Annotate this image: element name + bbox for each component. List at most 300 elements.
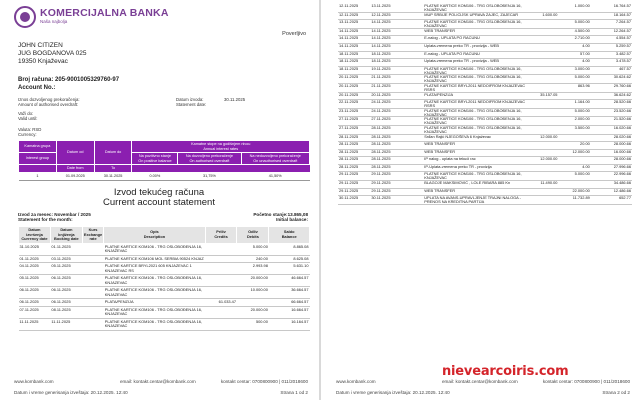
footer-phone: kontakt centar: 0700800900 | 011/2018600 bbox=[542, 379, 630, 384]
description-cell: WEB TRANSFER bbox=[423, 142, 526, 150]
table-row bbox=[19, 172, 310, 180]
interest-cell: 30.11.2025 bbox=[94, 172, 132, 180]
debit-cell: 3.000.00 bbox=[558, 66, 590, 75]
debit-cell: 2.710.00 bbox=[558, 36, 590, 44]
credit-cell bbox=[526, 149, 558, 157]
currency-date-cell: 05.11.2025 bbox=[19, 275, 51, 287]
confidential-label: Poverljivo bbox=[282, 31, 306, 37]
description-cell: E-nalog - UPLATA PO RACUNU bbox=[423, 36, 526, 44]
currency-date-cell: 31.10.2025 bbox=[19, 243, 51, 255]
currency-date-cell: 12.11.2025 bbox=[338, 12, 370, 20]
description-cell: IP-Uplata-vremena preko TR - provizija bbox=[423, 164, 526, 172]
statement-month: Izvod za mesec: Novembar / 2025 Statement for the month: bbox=[18, 212, 91, 223]
transactions-column-header: Datum knjiženja Booking date bbox=[50, 227, 82, 244]
balance-cell: 4.554.57 bbox=[591, 36, 632, 44]
description-cell: IP nalog - uplata na tekući rac bbox=[423, 157, 526, 165]
credit-cell: 61.033.47 bbox=[205, 299, 237, 307]
interest-header: Na pozitivno stanje On positive balance bbox=[132, 153, 178, 165]
balance-cell: 16.764.57 bbox=[591, 4, 632, 12]
debit-cell: 4.00 bbox=[558, 43, 590, 51]
currency-date-cell: 29.11.2025 bbox=[338, 188, 370, 196]
balance-cell: 21.520.66 bbox=[591, 117, 632, 126]
debit-cell: 240.00 bbox=[237, 255, 269, 263]
exchange-rate-cell bbox=[403, 149, 424, 157]
debit-cell: 20.00 bbox=[558, 142, 590, 150]
statement-page-1 bbox=[0, 0, 318, 400]
credit-cell bbox=[526, 142, 558, 150]
booking-date-cell: 06.11.2025 bbox=[50, 287, 82, 299]
interest-cell: 0.00% bbox=[132, 172, 178, 180]
currency-info bbox=[18, 127, 41, 138]
currency-date-cell: 29.11.2025 bbox=[338, 181, 370, 189]
credit-cell bbox=[526, 75, 558, 84]
currency-date-cell: 06.11.2025 bbox=[19, 299, 51, 307]
description-cell: PLATNE KARTICE KOM106 - TRG OSLOBOĐENJA 16, KNJAŽEVAC bbox=[423, 20, 526, 29]
exchange-rate-cell bbox=[82, 275, 103, 287]
table-row bbox=[338, 172, 632, 181]
table-row bbox=[338, 134, 632, 142]
currency-date-cell: 06.11.2025 bbox=[19, 287, 51, 299]
exchange-rate-cell bbox=[82, 306, 103, 318]
watermark-text: nievearcoiris.com bbox=[442, 364, 569, 379]
currency-date-cell: 07.11.2025 bbox=[19, 306, 51, 318]
table-row bbox=[19, 243, 310, 255]
table-row bbox=[338, 196, 632, 205]
balance-cell: 27.996.66 bbox=[591, 164, 632, 172]
credit-cell bbox=[526, 83, 558, 92]
balance-cell: 8.865.08 bbox=[269, 243, 310, 255]
transactions-table-continued bbox=[338, 4, 632, 205]
page-number: Strana 2 od 2 bbox=[602, 390, 630, 395]
booking-date-cell: 24.11.2025 bbox=[370, 108, 402, 117]
booking-date-cell: 30.11.2025 bbox=[370, 196, 402, 205]
description-cell: PLATNE KARTICE KOM106 - TRG OSLOBOĐENJA 16, KNJAŽEVAC bbox=[423, 172, 526, 181]
table-row bbox=[338, 20, 632, 29]
booking-date-cell: 21.11.2025 bbox=[370, 83, 402, 92]
balance-cell: 16.020.66 bbox=[591, 125, 632, 134]
currency-date-cell: 27.11.2025 bbox=[338, 125, 370, 134]
address-line: 19350 Knjaževac bbox=[18, 58, 68, 65]
table-row bbox=[338, 108, 632, 117]
statement-page-2 bbox=[322, 0, 640, 400]
debit-cell: 863.96 bbox=[558, 83, 590, 92]
booking-date-cell: 06.11.2025 bbox=[50, 275, 82, 287]
booking-date-cell: 28.11.2025 bbox=[370, 125, 402, 134]
description-cell: PLATNE KARTICE KOM106 - TRG OSLOBOĐENJA 16, KNJAŽEVAC bbox=[423, 117, 526, 126]
interest-header: Kamatne stope na godišnjem nivou Annual interest rates bbox=[132, 141, 310, 153]
balance-cell: 7.264.57 bbox=[591, 20, 632, 29]
description-cell: PLATNE KARTICE KOM106 - TRG OSLOBOĐENJA 16, KNJAŽEVAC bbox=[423, 66, 526, 75]
table-row bbox=[338, 164, 632, 172]
exchange-rate-cell bbox=[403, 12, 424, 20]
exchange-rate-cell bbox=[403, 59, 424, 67]
balance-cell: 16.664.57 bbox=[269, 306, 310, 318]
debit-cell: 57.00 bbox=[558, 51, 590, 59]
booking-date-cell: 28.11.2025 bbox=[370, 164, 402, 172]
table-row bbox=[338, 142, 632, 150]
description-cell: E-nalog - UPLATA PO RACUNU bbox=[423, 51, 526, 59]
description-cell: PLATNE KARTICE BRYL2021 605 KNJAZEVAC 1 KNJAZEVAC RS bbox=[104, 263, 205, 275]
debit-cell: 20.000.00 bbox=[237, 275, 269, 287]
balance-cell: 46.664.57 bbox=[269, 275, 310, 287]
account-number-block bbox=[18, 77, 119, 92]
description-cell: PLATNE KARTICE KOM106 - TRG OSLOBOĐENJA 16, KNJAŽEVAC bbox=[423, 125, 526, 134]
meta-label: Amount of authorised overdraft: bbox=[18, 102, 79, 108]
description-cell: Srđan Rajić NJEGOŠEVA 6 Knjaževac bbox=[423, 134, 526, 142]
table-row bbox=[338, 36, 632, 44]
account-label-sr: Broj računa: bbox=[18, 77, 54, 83]
currency-date-cell: 14.11.2025 bbox=[338, 43, 370, 51]
currency-date-cell: 18.11.2025 bbox=[338, 66, 370, 75]
table-row bbox=[338, 149, 632, 157]
booking-date-cell: 14.11.2025 bbox=[370, 43, 402, 51]
balance-cell: 30.624.62 bbox=[591, 75, 632, 84]
currency-date-cell: 11.11.2025 bbox=[19, 318, 51, 330]
table-row bbox=[19, 299, 310, 307]
credit-cell: 12.000.00 bbox=[526, 134, 558, 142]
exchange-rate-cell bbox=[403, 164, 424, 172]
bank-logo bbox=[14, 6, 169, 30]
exchange-rate-cell bbox=[403, 181, 424, 189]
table-row bbox=[338, 181, 632, 189]
table-row bbox=[19, 318, 310, 330]
table-row bbox=[19, 255, 310, 263]
exchange-rate-cell bbox=[403, 83, 424, 92]
debit-cell bbox=[558, 12, 590, 20]
balance-cell: 28.020.66 bbox=[591, 134, 632, 142]
description-cell: PLATNE KARTICE KOM106 - TRG OSLOBOĐENJA 16, KNJAŽEVAC bbox=[104, 243, 205, 255]
address-line: JUG BOGDANOVA 025 bbox=[18, 50, 87, 57]
credit-cell bbox=[526, 164, 558, 172]
bank-name: KOMERCIJALNA BANKA bbox=[40, 7, 169, 19]
bank-logo-icon bbox=[14, 6, 36, 28]
balance-cell: 3.482.57 bbox=[591, 51, 632, 59]
interest-cell: 31,75% bbox=[178, 172, 241, 180]
statement-title-sr: Izvod tekućeg računa bbox=[113, 187, 205, 198]
footer-site: www.kombank.com bbox=[336, 379, 376, 384]
interest-header: Datum od bbox=[56, 141, 94, 165]
booking-date-cell: 29.11.2025 bbox=[370, 188, 402, 196]
description-cell: MUP SRBIJE POLICIJSK UPRAVA ZAJEC, ZAJECAR bbox=[423, 12, 526, 20]
currency-date-cell: 13.11.2025 bbox=[338, 20, 370, 29]
currency-date-cell: 22.11.2025 bbox=[338, 100, 370, 109]
exchange-rate-cell bbox=[403, 157, 424, 165]
footer-phone: kontakt centar: 0700800900 | 011/2018600 bbox=[220, 379, 308, 384]
debit-cell: 5.000.00 bbox=[558, 20, 590, 29]
debit-cell: 500.00 bbox=[237, 318, 269, 330]
debit-cell: 5.000.00 bbox=[558, 108, 590, 117]
credit-cell bbox=[526, 51, 558, 59]
debit-cell: 1.164.00 bbox=[558, 100, 590, 109]
exchange-rate-cell bbox=[403, 134, 424, 142]
booking-date-cell: 12.11.2025 bbox=[370, 12, 402, 20]
exchange-rate-cell bbox=[403, 196, 424, 205]
credit-cell bbox=[205, 243, 237, 255]
exchange-rate-cell bbox=[403, 36, 424, 44]
customer-address bbox=[18, 42, 87, 66]
debit-cell: 2.000.00 bbox=[558, 117, 590, 126]
footer-print-info bbox=[14, 390, 308, 395]
bank-tagline: Naša najbolja bbox=[40, 19, 68, 24]
page-divider bbox=[319, 0, 321, 400]
description-cell: WEB TRANSFER bbox=[423, 149, 526, 157]
booking-date-cell: 14.11.2025 bbox=[370, 20, 402, 29]
booking-date-cell: 28.11.2025 bbox=[370, 157, 402, 165]
table-row bbox=[338, 43, 632, 51]
currency-date-cell: 14.11.2025 bbox=[338, 28, 370, 36]
credit-cell bbox=[205, 255, 237, 263]
exchange-rate-cell bbox=[403, 188, 424, 196]
transactions-column-header: Odliv Debits bbox=[237, 227, 269, 244]
table-row bbox=[338, 75, 632, 84]
exchange-rate-cell bbox=[403, 20, 424, 29]
debit-cell: 2.993.98 bbox=[237, 263, 269, 275]
exchange-rate-cell bbox=[82, 299, 103, 307]
debit-cell: 10.000.00 bbox=[237, 287, 269, 299]
credit-cell bbox=[205, 275, 237, 287]
booking-date-cell: 28.11.2025 bbox=[370, 149, 402, 157]
balance-cell: 22.996.66 bbox=[591, 172, 632, 181]
booking-date-cell: 18.11.2025 bbox=[370, 59, 402, 67]
statement-date-info bbox=[176, 97, 246, 108]
interest-rates-table bbox=[18, 140, 310, 181]
currency-date-cell: 28.11.2025 bbox=[338, 142, 370, 150]
interest-header: To bbox=[94, 165, 132, 173]
credit-cell bbox=[526, 20, 558, 29]
description-cell: PLATNE KARTICE BRYL2011 NEDOIFROM KNJAZEVAC RSRS bbox=[424, 99, 526, 108]
statement-date: 30.11.2025 bbox=[224, 97, 246, 102]
interest-header bbox=[19, 165, 57, 173]
exchange-rate-cell bbox=[82, 318, 103, 330]
credit-cell bbox=[205, 318, 237, 330]
booking-date-cell: 19.11.2025 bbox=[370, 66, 402, 75]
description-cell: PLATNE KARTICE KOM106 - TRG OSLOBOĐENJA 16, KNJAZEVAC bbox=[104, 287, 205, 299]
booking-date-cell: 28.11.2025 bbox=[370, 142, 402, 150]
booking-date-cell: 06.11.2025 bbox=[50, 299, 82, 307]
debit-cell bbox=[558, 134, 590, 142]
credit-cell bbox=[526, 59, 558, 67]
balance-cell: 12.264.57 bbox=[591, 28, 632, 36]
table-row bbox=[338, 125, 632, 134]
exchange-rate-cell bbox=[403, 117, 424, 126]
footer-email: email: kontakt.centar@kombank.com bbox=[442, 379, 518, 384]
interest-header: Interest group bbox=[19, 153, 57, 165]
debit-cell bbox=[558, 92, 590, 100]
exchange-rate-cell bbox=[82, 263, 103, 275]
exchange-rate-cell bbox=[403, 43, 424, 51]
balance-cell: 5.631.10 bbox=[269, 263, 310, 275]
interest-cell: 41,50% bbox=[241, 172, 310, 180]
balance-cell: 5.259.57 bbox=[591, 43, 632, 51]
description-cell: WEB TRANSFER bbox=[423, 188, 526, 196]
balance-cell: 12.486.66 bbox=[591, 188, 632, 196]
page-number: Strana 1 od 2 bbox=[280, 390, 308, 395]
description-cell: PLATNE KARTICE KOM106 - TRG OSLOBOĐENJA 16, KNJAŽEVAC bbox=[423, 4, 526, 12]
currency-date-cell: 23.11.2025 bbox=[338, 108, 370, 117]
currency-date-cell: 28.11.2025 bbox=[338, 149, 370, 157]
debit-cell bbox=[558, 181, 590, 189]
statement-title-en: Current account statement bbox=[103, 197, 215, 208]
interest-cell: 1 bbox=[19, 172, 57, 180]
table-row bbox=[338, 92, 632, 100]
debit-cell: 4.00 bbox=[558, 164, 590, 172]
balance-cell: 16.000.66 bbox=[591, 149, 632, 157]
description-cell: BLAGOJE MAKSIMOVIĆ , LOLE RIBARA 885 Kn bbox=[423, 181, 526, 189]
table-row bbox=[338, 83, 632, 92]
credit-cell: 35.157.05 bbox=[526, 92, 558, 100]
balance-cell: 28.520.66 bbox=[591, 100, 632, 109]
meta-label: Datum izvoda: bbox=[176, 97, 204, 102]
exchange-rate-cell bbox=[403, 28, 424, 36]
account-label-en: Account No.: bbox=[18, 84, 56, 91]
description-cell: PLATNE KARTICE KOM106 - TRG OSLOBOĐENJA 16, KNJAŽEVAC bbox=[423, 75, 526, 84]
description-cell: PLATNE KARTICE KOM106 - TRG OSLOBOĐENJA 16, KNJAZEVAC bbox=[104, 275, 205, 287]
description-cell: Uplata-vremena preko TR - provizija - WEB bbox=[423, 59, 526, 67]
currency-date-cell: 28.11.2025 bbox=[338, 134, 370, 142]
meta-label: Statement date: bbox=[176, 102, 207, 108]
booking-date-cell: 03.11.2025 bbox=[50, 255, 82, 263]
exchange-rate-cell bbox=[403, 100, 424, 109]
debit-cell: 22.000.00 bbox=[558, 188, 590, 196]
transactions-column-header: Priliv Credits bbox=[205, 227, 237, 244]
table-row bbox=[338, 117, 632, 126]
exchange-rate-cell bbox=[403, 172, 424, 181]
booking-date-cell: 27.11.2025 bbox=[370, 117, 402, 126]
credit-cell bbox=[526, 28, 558, 36]
booking-date-cell: 08.11.2025 bbox=[50, 306, 82, 318]
currency-date-cell: 20.11.2025 bbox=[338, 92, 370, 100]
balance-cell: 23.520.66 bbox=[591, 108, 632, 117]
description-cell: Uplata-vremena preko TR - provizija - WEB bbox=[423, 43, 526, 51]
currency-date-cell: 27.11.2025 bbox=[338, 117, 370, 126]
exchange-rate-cell bbox=[403, 51, 424, 59]
credit-cell bbox=[526, 4, 558, 12]
meta-label: Valid until: bbox=[18, 115, 38, 121]
table-row bbox=[338, 66, 632, 75]
description-cell: UPLATA NA AVANS-UPRAVLJENJE TRAJNI NALOGA - PRENOS NA KREDITNA PARTIJA bbox=[423, 196, 526, 205]
credit-cell bbox=[526, 100, 558, 109]
table-row bbox=[19, 287, 310, 299]
table-row bbox=[338, 100, 632, 109]
currency-date-cell: 01.11.2025 bbox=[19, 255, 51, 263]
interest-header-band bbox=[132, 165, 310, 173]
balance-cell: 36.624.62 bbox=[591, 92, 632, 100]
currency-date-cell: 14.11.2025 bbox=[338, 36, 370, 44]
table-row bbox=[338, 59, 632, 67]
description-cell: PLATA/PENZIJA bbox=[104, 299, 205, 307]
currency-date-cell: 30.11.2025 bbox=[338, 196, 370, 205]
credit-cell bbox=[526, 108, 558, 117]
footer-printed: Datum i vreme generisanja izveštaja: 20.12.2025. 12:40 bbox=[336, 390, 450, 395]
credit-cell bbox=[205, 306, 237, 318]
credit-cell bbox=[526, 188, 558, 196]
table-row bbox=[338, 157, 632, 165]
transactions-column-header: Kurs Exchange rate bbox=[82, 227, 103, 244]
table-row bbox=[338, 12, 632, 20]
booking-date-cell: 20.11.2025 bbox=[370, 92, 402, 100]
booking-date-cell: 18.11.2025 bbox=[370, 51, 402, 59]
description-cell: PLATNE KARTICE KOM106 - TRG OSLOBOĐENJA 16, KNJAZEVAC bbox=[104, 318, 205, 330]
balance-cell: 16.164.57 bbox=[269, 318, 310, 330]
exchange-rate-cell bbox=[403, 4, 424, 12]
table-row bbox=[19, 263, 310, 275]
interest-cell: 01.09.2025 bbox=[56, 172, 94, 180]
currency-date-cell: 20.11.2025 bbox=[338, 75, 370, 84]
meta-label: Iznos dozvoljenog prekoračenja: bbox=[18, 97, 80, 102]
booking-date-cell: 11.11.2025 bbox=[50, 318, 82, 330]
table-row bbox=[19, 306, 310, 318]
interest-header: Na nedozvoljeno prekoračenje On unauthorised overdraft bbox=[241, 153, 310, 165]
balance-cell: 652.77 bbox=[591, 196, 632, 205]
currency-date-cell: 18.11.2025 bbox=[338, 51, 370, 59]
debit-cell: 20.000.00 bbox=[237, 306, 269, 318]
currency-date-cell: 29.11.2025 bbox=[338, 172, 370, 181]
exchange-rate-cell bbox=[82, 255, 103, 263]
credit-cell bbox=[205, 263, 237, 275]
booking-date-cell: 21.11.2025 bbox=[370, 75, 402, 84]
footer-email: email: kontakt.centar@kombank.com bbox=[120, 379, 196, 384]
credit-cell bbox=[526, 66, 558, 75]
credit-cell bbox=[526, 43, 558, 51]
opening-balance: Početno stanje:13.865,08 Initial balance: bbox=[253, 212, 308, 223]
debit-cell: 1.000.00 bbox=[558, 4, 590, 12]
table-row bbox=[19, 275, 310, 287]
currency-date-cell: 20.11.2025 bbox=[338, 83, 370, 92]
currency-date-cell: 04.11.2025 bbox=[19, 263, 51, 275]
account-number: 205-9001005329760-97 bbox=[55, 77, 120, 83]
table-row bbox=[338, 51, 632, 59]
description-cell: PLATA/PENZIJA bbox=[423, 92, 526, 100]
description-cell: PLATNE KARTICE KOM106 MOL SERBIA 90524 KNJAZ bbox=[104, 255, 204, 261]
balance-cell: 34.486.66 bbox=[591, 181, 632, 189]
balance-cell: 66.664.57 bbox=[269, 299, 310, 307]
debit-cell: 5.000.00 bbox=[558, 172, 590, 181]
table-row bbox=[338, 28, 632, 36]
currency-label-en: Currency: bbox=[18, 132, 37, 138]
credit-cell bbox=[526, 196, 558, 205]
transactions-column-header: Saldo Balance bbox=[269, 227, 310, 244]
debit-cell: 4.500.00 bbox=[558, 28, 590, 36]
transactions-column-header: Opis Description bbox=[104, 227, 205, 244]
exchange-rate-cell bbox=[403, 108, 424, 117]
credit-cell: 12.000.00 bbox=[526, 157, 558, 165]
table-row bbox=[338, 188, 632, 196]
footer-printed: Datum i vreme generisanja izveštaja: 20.12.2025. 12:40 bbox=[14, 390, 128, 395]
debit-cell: 3.500.00 bbox=[558, 125, 590, 134]
currency-date-cell: 28.11.2025 bbox=[338, 157, 370, 165]
booking-date-cell: 14.11.2025 bbox=[370, 28, 402, 36]
description-cell: WEB TRANSFER bbox=[423, 28, 526, 36]
credit-cell: 11.490.00 bbox=[526, 181, 558, 189]
balance-cell: 36.664.57 bbox=[269, 287, 310, 299]
debit-cell: 12.000.00 bbox=[558, 149, 590, 157]
description-cell: PLATNE KARTICE KOM106 - TRG OSLOBOĐENJA 16, KNJAZEVAC bbox=[104, 306, 205, 318]
transactions-table bbox=[18, 226, 310, 331]
currency-label: Valuta: RSD bbox=[18, 127, 42, 132]
meta-label: Važi do: bbox=[18, 110, 34, 116]
balance-cell: 28.000.66 bbox=[591, 157, 632, 165]
exchange-rate-cell bbox=[82, 243, 103, 255]
balance-cell: 18.164.57 bbox=[591, 12, 632, 20]
debit-cell: 4.00 bbox=[558, 59, 590, 67]
credit-cell: 1.600.00 bbox=[526, 12, 558, 20]
description-cell: PLATNE KARTICE KOM106 - TRG OSLOBOĐENJA 16, KNJAŽEVAC bbox=[423, 108, 526, 117]
debit-cell: 11.732.89 bbox=[558, 196, 590, 205]
currency-date-cell: 28.11.2025 bbox=[338, 164, 370, 172]
credit-cell bbox=[526, 36, 558, 44]
interest-header: Kamatna grupa bbox=[19, 141, 57, 153]
table-row bbox=[338, 4, 632, 12]
